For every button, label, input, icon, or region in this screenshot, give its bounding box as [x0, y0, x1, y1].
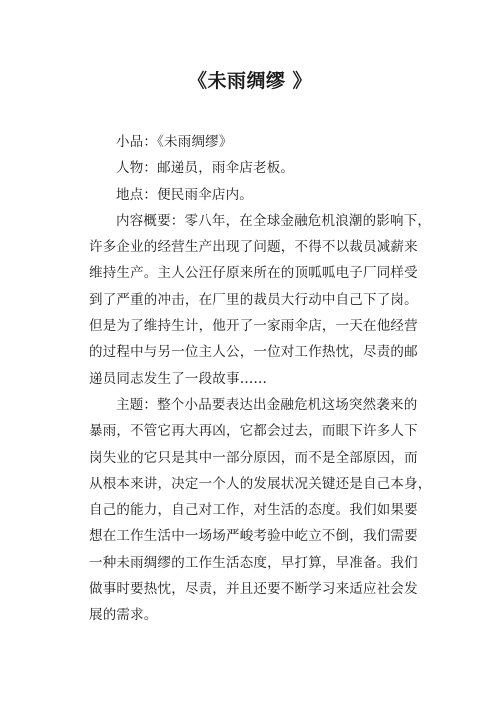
- theme-line: 暴雨，不管它再大再凶，它都会过去，而眼下许多人下: [89, 423, 418, 440]
- theme-line: 展的需求。: [89, 607, 158, 624]
- summary-line: 维持生产。主人公汪仔原来所在的顶呱呱电子厂同样受: [89, 265, 418, 282]
- summary-line: 内容概要：零八年，在全球金融危机浪潮的影响下，: [116, 212, 432, 229]
- summary-line: 到了严重的冲击，在厂里的裁员大行动中自己下了岗。: [89, 291, 418, 308]
- document-body: [89, 129, 432, 629]
- summary-line: 的过程中与另一位主人公，一位对工作热忱，尽责的邮: [89, 344, 418, 361]
- theme-line: 从根本来讲，决定一个人的发展状况关键还是自己本身，: [89, 475, 432, 492]
- summary-line: 但是为了维持生计，他开了一家雨伞店，一天在他经营: [89, 318, 418, 335]
- theme-line: 一种未雨绸缪的工作生活态度，早打算，早准备。我们: [89, 554, 418, 571]
- theme-line: 岗失业的它只是其中一部分原因，而不是全部原因，而: [89, 449, 418, 466]
- summary-line: 递员同志发生了一段故事……: [89, 370, 268, 387]
- location-line: 地点：便民雨伞店内。: [116, 186, 253, 203]
- theme-line: 主题：整个小品要表达出金融危机这场突然袭来的: [116, 396, 418, 413]
- characters-line: 人物：邮递员，雨伞店老板。: [116, 160, 295, 177]
- play-line: 小品：《未雨绸缪》: [116, 134, 233, 150]
- summary-line: 许多企业的经营生产出现了问题，不得不以裁员减薪来: [89, 239, 418, 256]
- theme-line: 自己的能力，自己对工作，对生活的态度。我们如果要: [89, 502, 418, 519]
- document-title: 《未雨绸缪 》: [187, 70, 313, 92]
- theme-line: 做事时要热忱，尽责，并且还要不断学习来适应社会发: [89, 581, 418, 598]
- theme-line: 想在工作生活中一场场严峻考验中屹立不倒，我们需要: [89, 528, 418, 545]
